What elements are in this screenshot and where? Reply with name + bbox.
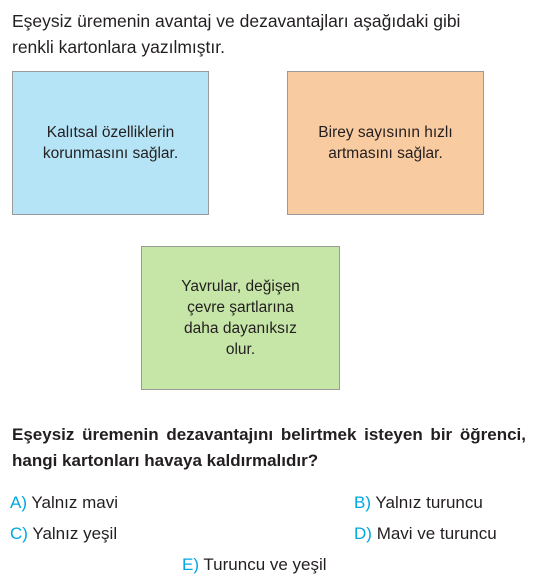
option-a[interactable] (10, 492, 118, 514)
option-a-text: Yalnız mavi (31, 493, 119, 512)
card-green-line-3: daha dayanıksız (184, 320, 297, 337)
option-b-text: Yalnız turuncu (375, 493, 483, 512)
card-green-line-2: çevre şartlarına (187, 299, 294, 316)
card-blue-line-1: Kalıtsal özelliklerin (46, 124, 175, 141)
card-green-line-4: olur. (225, 341, 256, 358)
option-c-letter: C) (10, 524, 28, 543)
card-orange (287, 71, 484, 215)
card-orange-text (318, 122, 452, 164)
option-c-text: Yalnız yeşil (32, 524, 118, 543)
card-blue-text (43, 122, 178, 164)
card-orange-line-1: Birey sayısının hızlı (318, 124, 453, 141)
intro-line-2: renkli kartonlara yazılmıştır. (12, 37, 225, 57)
option-b-letter: B) (354, 493, 371, 512)
option-d-letter: D) (354, 524, 372, 543)
card-green-text (181, 276, 300, 360)
option-b[interactable] (354, 492, 483, 514)
card-orange-line-2: artmasını sağlar. (328, 145, 443, 162)
option-c[interactable] (10, 523, 117, 545)
card-green-line-1: Yavrular, değişen (181, 278, 300, 295)
option-a-letter: A) (10, 493, 27, 512)
option-e-text: Turuncu ve yeşil (203, 555, 327, 574)
option-d-text: Mavi ve turuncu (376, 524, 497, 543)
option-e-letter: E) (182, 555, 199, 574)
card-blue (12, 71, 209, 215)
card-green (141, 246, 340, 390)
question-text: Eşeysiz üremenin dezavantajını belirtmek isteyen bir öğrenci, hangi kartonları havaya kaldırmalıdır? (12, 425, 526, 470)
option-e[interactable] (182, 554, 327, 576)
option-d[interactable] (354, 523, 497, 545)
intro-line-1: Eşeysiz üremenin avantaj ve dezavantajları aşağıdaki gibi (12, 11, 461, 31)
intro-text (12, 8, 527, 60)
card-blue-line-2: korunmasını sağlar. (42, 145, 179, 162)
